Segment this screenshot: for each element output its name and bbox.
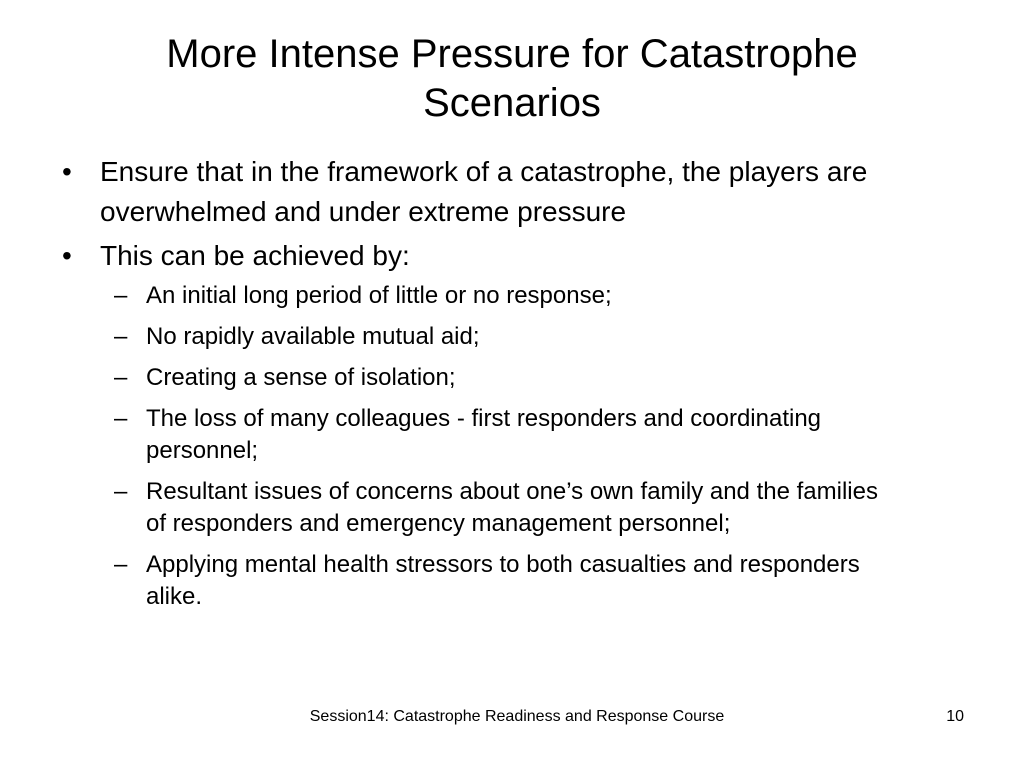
bullet-item [0, 236, 1024, 613]
bullet-text: Ensure that in the framework of a catastrophe, the players are overwhelmed and under extreme pressure [100, 156, 868, 227]
slide-title-line-1: More Intense Pressure for Catastrophe [166, 32, 858, 76]
dash-icon: – [114, 364, 128, 391]
sub-bullet-text: Applying mental health stressors to both casualties and responders alike. [146, 551, 860, 610]
slide-title [60, 30, 964, 128]
dash-icon: – [114, 478, 128, 505]
sub-bullet-text: An initial long period of little or no response; [146, 282, 612, 309]
bullet-list [0, 152, 1024, 622]
sub-bullet-text: Creating a sense of isolation; [146, 364, 456, 391]
sub-bullet-item [100, 549, 954, 613]
bullet-dot-icon: • [62, 240, 72, 271]
sub-bullet-list [100, 280, 954, 613]
dash-icon: – [114, 282, 128, 309]
slide-footer: Session14: Catastrophe Readiness and Response Course [309, 708, 725, 725]
sub-bullet-text: Resultant issues of concerns about one’s own family and the families of responders and emergency management personnel; [146, 478, 878, 537]
sub-bullet-item [100, 362, 954, 394]
dash-icon: – [114, 405, 128, 432]
bullet-dot-icon: • [62, 156, 72, 187]
slide-title-line-2: Scenarios [423, 81, 601, 125]
bullet-item [0, 152, 1024, 232]
sub-bullet-item [100, 280, 954, 312]
sub-bullet-text: No rapidly available mutual aid; [146, 323, 480, 350]
sub-bullet-text: The loss of many colleagues - first responders and coordinating personnel; [146, 405, 822, 464]
sub-bullet-item [100, 321, 954, 353]
page-number: 10 [946, 708, 964, 725]
dash-icon: – [114, 551, 128, 578]
sub-bullet-item [100, 403, 954, 467]
bullet-text: This can be achieved by: [100, 240, 410, 271]
sub-bullet-item [100, 476, 954, 540]
dash-icon: – [114, 323, 128, 350]
